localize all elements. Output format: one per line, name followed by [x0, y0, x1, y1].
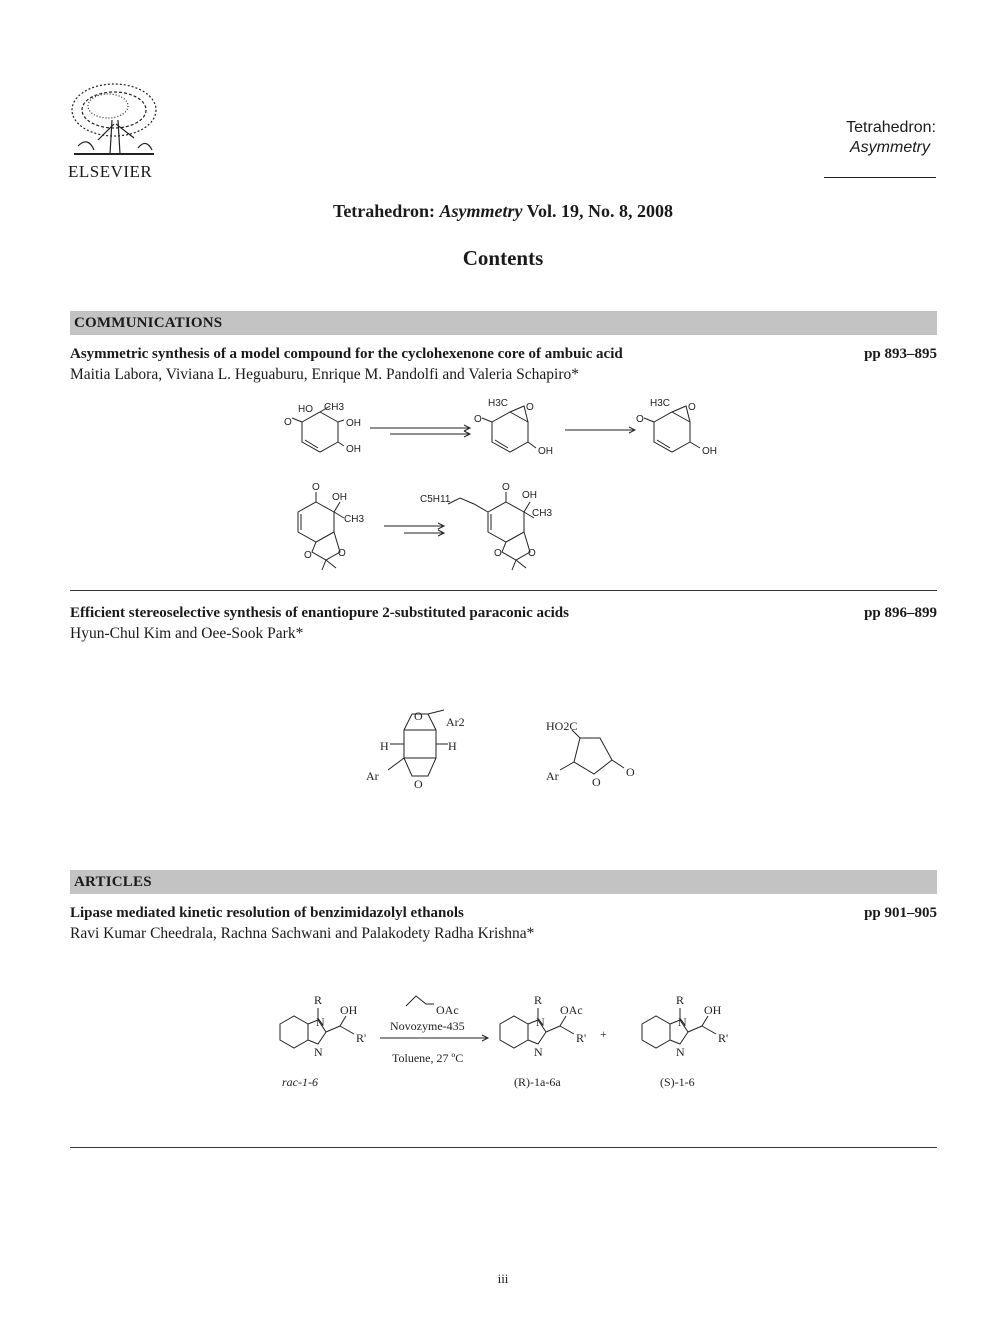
structure-paraconic [360, 700, 660, 800]
label-rprime-2: R' [576, 1031, 587, 1045]
label-plus: + [600, 1027, 607, 1041]
section-articles: ARTICLES [70, 870, 937, 894]
label-ho2c: HO2C [546, 719, 578, 733]
label-o: O [284, 417, 292, 428]
label-n2: N [314, 1045, 323, 1059]
elsevier-logo [68, 80, 162, 182]
reaction-arrow [380, 996, 488, 1065]
page-folio: iii [497, 1271, 509, 1286]
journal-mark [846, 118, 936, 158]
label-n1: N [316, 1015, 325, 1029]
compound-r-acetate [500, 993, 607, 1089]
label-rprime: R' [356, 1031, 367, 1045]
label-h3c-2: H3C [650, 398, 671, 409]
entry-title[interactable]: Efficient stereoselective synthesis of enantiopure 2-substituted paraconic acids [70, 605, 569, 621]
compound-bicyclic [366, 709, 465, 791]
label-h3c: H3C [488, 398, 509, 409]
label-oh-s: OH [704, 1003, 722, 1017]
entry-paraconic-acids [70, 603, 937, 645]
label-o-e: O [502, 482, 510, 493]
compound-s-alcohol [642, 993, 728, 1089]
entry-benzimidazolyl [70, 903, 937, 945]
compound-epoxide-2 [636, 398, 717, 457]
label-ch3-d: CH3 [344, 514, 365, 525]
label-o-d: O [312, 482, 320, 493]
label-oh: OH [346, 418, 361, 429]
label-ar: Ar [366, 769, 379, 783]
label-oh-3: OH [538, 446, 553, 457]
label-oh-d: OH [332, 492, 347, 503]
reaction-scheme-lipase [260, 990, 760, 1100]
issue-prefix: Tetrahedron: [332, 201, 435, 221]
entry-pages: pp 893–895 [864, 346, 937, 362]
label-oh-4: OH [702, 446, 717, 457]
compound-lactone [546, 719, 635, 789]
label-c5h11: C5H11 [420, 494, 451, 505]
label-n4: N [534, 1045, 543, 1059]
label-s-1-6: (S)-1-6 [660, 1075, 695, 1089]
reaction-scheme-ambuic [280, 392, 740, 582]
label-ar-lactone: Ar [546, 769, 559, 783]
label-vinyl-oac: OAc [436, 1003, 459, 1017]
tree-icon [68, 80, 160, 160]
label-n5: N [678, 1015, 687, 1029]
publisher-name: ELSEVIER [68, 162, 153, 181]
label-r-3: R [676, 993, 685, 1007]
label-o-d3: O [338, 548, 346, 559]
issue-italic: Asymmetry [439, 201, 523, 221]
label-o-ketone-2: O [636, 414, 644, 425]
entry-pages: pp 896–899 [864, 605, 937, 621]
label-rac-1-6: rac-1-6 [282, 1075, 318, 1089]
label-ar2: Ar2 [446, 715, 465, 729]
label-oh-e: OH [522, 490, 537, 501]
arrow-2 [565, 427, 635, 433]
arrow-3 [384, 523, 444, 536]
label-n3: N [536, 1015, 545, 1029]
label-oh-rac: OH [340, 1003, 358, 1017]
label-rprime-3: R' [718, 1031, 729, 1045]
compound-epoxide [474, 398, 553, 457]
label-o-ring: O [592, 775, 601, 789]
journal-main: Tetrahedron: [846, 119, 936, 136]
journal-rule [824, 177, 936, 178]
entry-pages: pp 901–905 [864, 905, 937, 921]
entry-ambuic-acid [70, 344, 937, 386]
contents-heading: Contents [462, 246, 544, 270]
entry-authors: Maitia Labora, Viviana L. Heguaburu, Enrique M. Pandolfi and Valeria Schapiro* [70, 366, 579, 383]
label-ho: HO [298, 404, 313, 415]
label-r-2: R [534, 993, 543, 1007]
divider [70, 590, 937, 591]
label-ch3: CH3 [324, 402, 345, 413]
label-ch3-e: CH3 [532, 508, 553, 519]
label-o-d2: O [304, 550, 312, 561]
label-oac: OAc [560, 1003, 583, 1017]
label-r: R [314, 993, 323, 1007]
compound-diol [284, 402, 361, 455]
label-o-ketone: O [474, 414, 482, 425]
label-o-e3: O [528, 548, 536, 559]
divider-bottom [70, 1147, 937, 1148]
compound-acetonide [298, 482, 364, 570]
entry-authors: Ravi Kumar Cheedrala, Rachna Sachwani and Palakodety Radha Krishna* [70, 925, 535, 942]
section-communications: COMMUNICATIONS [70, 311, 937, 335]
label-o-epox-2: O [688, 402, 696, 413]
entry-title[interactable]: Asymmetric synthesis of a model compound for the cyclohexenone core of ambuic acid [70, 346, 623, 362]
label-r-1a-6a: (R)-1a-6a [514, 1075, 561, 1089]
issue-suffix: Vol. 19, No. 8, 2008 [526, 201, 674, 221]
compound-rac [280, 993, 366, 1089]
label-n6: N [676, 1045, 685, 1059]
label-h-right: H [448, 739, 457, 753]
arrow-1 [370, 425, 470, 437]
label-oh-2: OH [346, 444, 361, 455]
label-o-bottom: O [414, 777, 423, 791]
entry-title[interactable]: Lipase mediated kinetic resolution of benzimidazolyl ethanols [70, 905, 464, 921]
entry-authors: Hyun-Chul Kim and Oee-Sook Park* [70, 625, 304, 642]
label-o-carbonyl: O [626, 765, 635, 779]
label-conditions: Toluene, 27 ºC [392, 1051, 464, 1065]
label-h-left: H [380, 739, 389, 753]
journal-sub: Asymmetry [850, 139, 930, 156]
issue-title [0, 201, 992, 222]
label-o-top: O [414, 709, 423, 723]
label-o-epox: O [526, 402, 534, 413]
label-o-e2: O [494, 548, 502, 559]
label-enzyme: Novozyme-435 [390, 1019, 465, 1033]
